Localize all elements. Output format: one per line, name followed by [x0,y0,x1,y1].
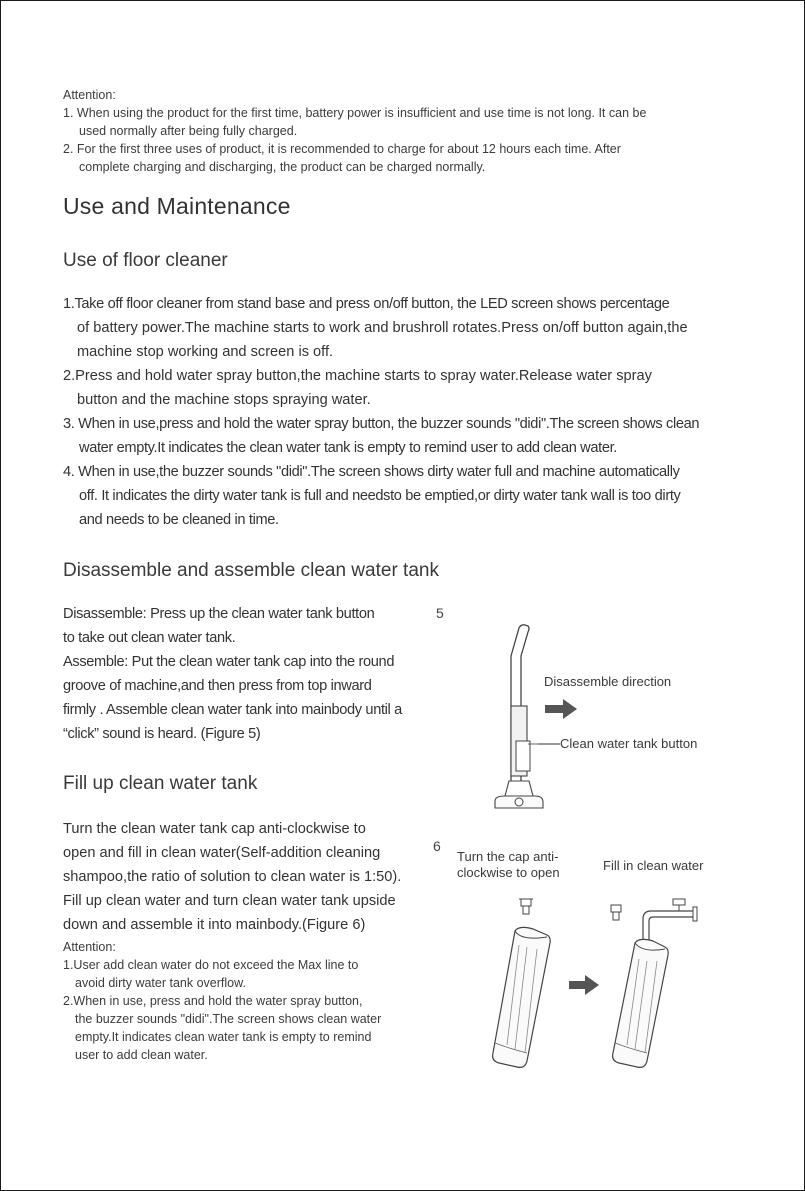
text-line: Fill up clean water and turn clean water tank upside [63,893,396,909]
fill-heading: Fill up clean water tank [63,773,258,794]
text-line: down and assemble it into mainbody.(Figure 6) [63,917,366,933]
attention-top [63,86,763,176]
text-line: firmly . Assemble clean water tank into mainbody until a [63,702,402,718]
list-item-line: of battery power.The machine starts to work and brushroll rotates.Press on/off button again,the [77,320,688,336]
attention-line: 1. When using the product for the first time, battery power is insufficient and use time is not long. It can be [63,106,647,120]
attention-line: the buzzer sounds "didi".The screen shows clean water [75,1012,382,1026]
list-item-line: 1.Take off floor cleaner from stand base and press on/off button, the LED screen shows percentage [63,296,670,312]
fill-attention [63,938,443,1064]
list-item-line: off. It indicates the dirty water tank is full and needsto be emptied,or dirty water tank wall is too dirty [79,488,681,504]
list-item-line: water empty.It indicates the clean water tank is empty to remind user to add clean water. [79,440,618,456]
tank-cap-open-illustration [481,893,561,1073]
attention-title: Attention: [63,940,116,954]
label-line: Turn the cap anti- [457,849,559,864]
text-line: to take out clean water tank. [63,630,236,646]
disassemble-arrow-icon [544,697,578,721]
figure-6-label-turn [457,849,560,881]
attention-line: 2. For the first three uses of product, it is recommended to charge for about 12 hours each time. After [63,142,621,156]
list-item-line: 2.Press and hold water spray button,the machine starts to spray water.Release water spray [63,368,652,384]
label-line: clockwise to open [457,865,560,880]
figure-5-label-button: Clean water tank button [560,736,698,751]
list-item-line: and needs to be cleaned in time. [79,512,279,528]
list-item-line: machine stop working and screen is off. [77,344,334,360]
text-line: Turn the clean water tank cap anti-clockwise to [63,821,366,837]
figure-5-label-direction: Disassemble direction [544,674,672,689]
text-line: Assemble: Put the clean water tank cap into the round [63,654,395,670]
fill-arrow-icon [568,973,600,997]
main-heading: Use and Maintenance [63,193,291,219]
attention-line: user to add clean water. [75,1048,208,1062]
fill-text [63,817,443,937]
attention-line: empty.It indicates clean water tank is empty to remind [75,1030,372,1044]
text-line: “click” sound is heard. (Figure 5) [63,726,261,742]
text-line: open and fill in clean water(Self-addition cleaning [63,845,381,861]
attention-line: avoid dirty water tank overflow. [75,976,246,990]
text-line: shampoo,the ratio of solution to clean water is 1:50). [63,869,402,885]
text-line: Disassemble: Press up the clean water tank button [63,606,375,622]
list-item-line: 3. When in use,press and hold the water spray button, the buzzer sounds "didi".The screen shows clean [63,416,700,432]
attention-line: 2.When in use, press and hold the water spray button, [63,994,363,1008]
text-line: groove of machine,and then press from top inward [63,678,372,694]
floor-cleaner-heading: Use of floor cleaner [63,250,228,271]
button-leader-line [538,742,560,746]
floor-cleaner-list [63,292,763,532]
disassemble-text [63,602,443,746]
disassemble-heading: Disassemble and assemble clean water tank [63,560,439,581]
list-item-line: 4. When in use,the buzzer sounds "didi".The screen shows dirty water full and machine automatically [63,464,680,480]
attention-title: Attention: [63,88,116,102]
figure-6-label-fill: Fill in clean water [603,858,704,873]
attention-line: complete charging and discharging, the product can be charged normally. [79,160,486,174]
figure-6-number: 6 [433,838,441,854]
attention-line: 1.User add clean water do not exceed the Max line to [63,958,359,972]
list-item-line: button and the machine stops spraying water. [77,392,371,408]
figure-5-number: 5 [436,605,444,621]
tank-fill-illustration [599,893,709,1073]
attention-line: used normally after being fully charged. [79,124,298,138]
